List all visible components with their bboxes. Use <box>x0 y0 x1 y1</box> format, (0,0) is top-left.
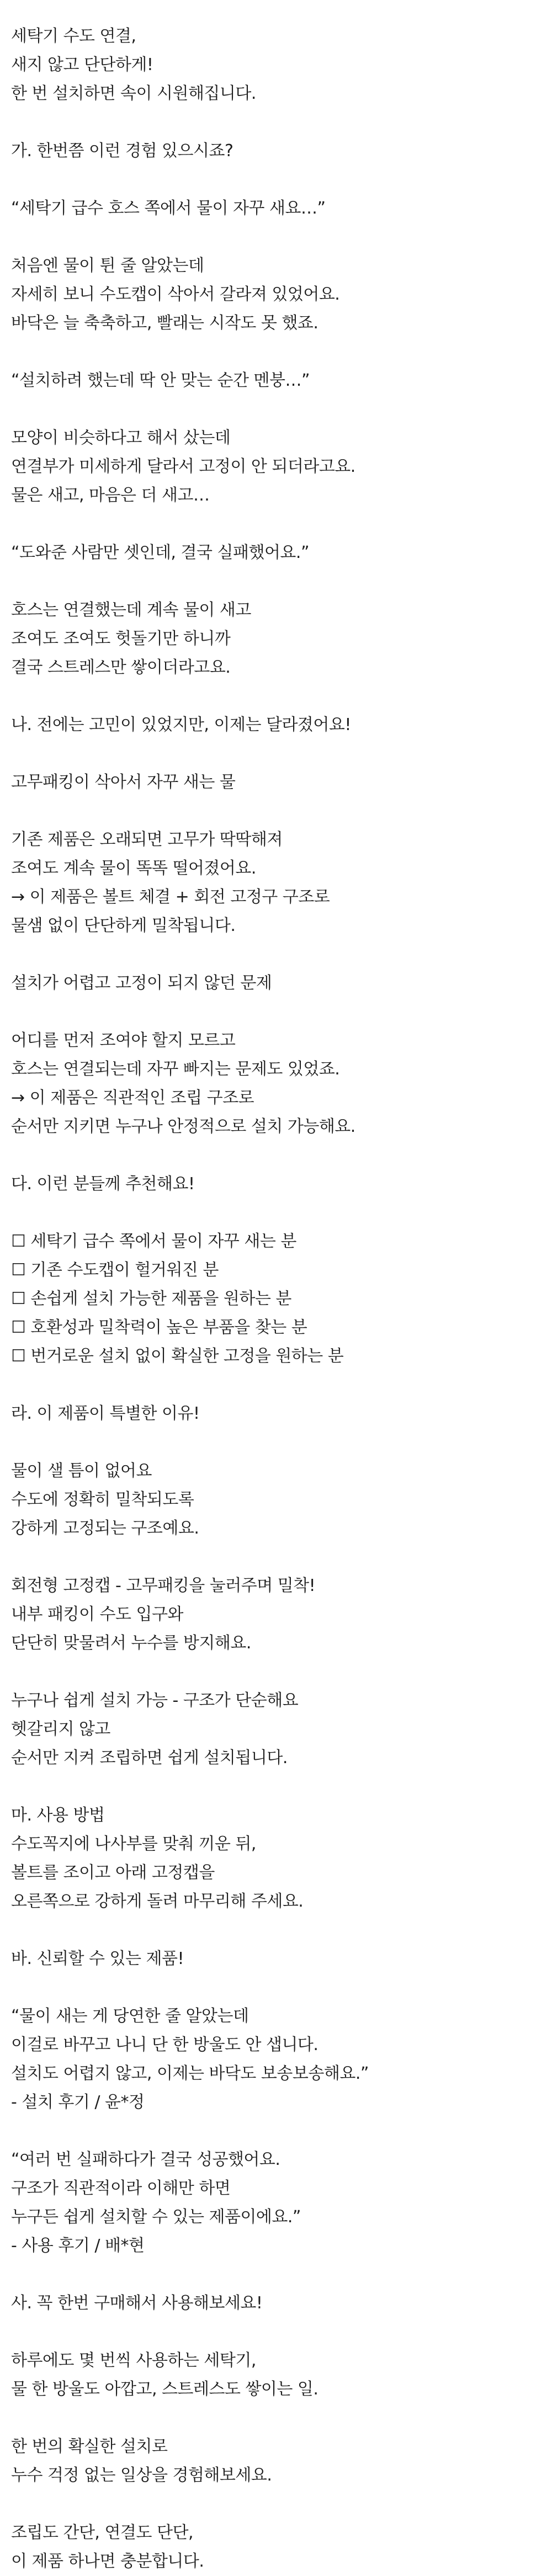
text-line: 설치도 어렵지 않고, 이제는 바닥도 보송보송해요.” <box>11 2064 369 2083</box>
blank-line <box>11 998 552 1026</box>
text-line: ☐ 호환성과 밀착력이 높은 부품을 찾는 분 <box>11 1318 307 1337</box>
blank-line <box>11 1199 552 1227</box>
text-line: 헷갈리지 않고 <box>11 1720 110 1739</box>
text-line: - 설치 후기 / 윤*정 <box>11 2093 145 2112</box>
text-line: 물샘 없이 단단하게 밀착됩니다. <box>11 916 236 935</box>
text-line: 내부 패킹이 수도 입구와 <box>11 1605 183 1624</box>
text-line: 라. 이 제품이 특별한 이유! <box>11 1404 200 1423</box>
text-line: 연결부가 미세하게 달라서 고정이 안 되더라고요. <box>11 457 355 476</box>
text-line: 사. 꼭 한번 구매해서 사용해보세요! <box>11 2293 263 2313</box>
text-line: “여러 번 실패하다가 결국 성공했어요. <box>11 2150 280 2169</box>
text-line: 강하게 고정되는 구조예요. <box>11 1519 199 1538</box>
blank-line <box>11 395 552 424</box>
text-line: 호스는 연결되는데 자꾸 빠지는 문제도 있었죠. <box>11 1060 340 1079</box>
blank-line <box>11 2318 552 2346</box>
blank-line <box>11 2490 552 2519</box>
text-line: 마. 사용 방법 <box>11 1806 105 1825</box>
text-line: 바닥은 늘 축축하고, 빨래는 시작도 못 했죠. <box>11 313 319 333</box>
text-line: 물은 새고, 마음은 더 새고… <box>11 486 210 505</box>
blank-line <box>11 2260 552 2289</box>
text-line: ☐ 기존 수도캡이 헐거워진 분 <box>11 1260 219 1280</box>
text-line: 어디를 먼저 조여야 할지 모르고 <box>11 1031 236 1050</box>
text-line: → 이 제품은 직관적인 조립 구조로 <box>11 1088 254 1108</box>
blank-line <box>11 1141 552 1170</box>
text-line: “물이 새는 게 당연한 줄 알았는데 <box>11 2006 249 2026</box>
blank-line <box>11 2117 552 2146</box>
text-line: 기존 제품은 오래되면 고무가 딱딱해져 <box>11 830 283 849</box>
text-line: 바. 신뢰할 수 있는 제품! <box>11 1949 184 1968</box>
blank-line <box>11 1371 552 1399</box>
text-line: 가. 한번쯤 이런 경험 있으시죠? <box>11 141 233 161</box>
text-line: 호스는 연결했는데 계속 물이 새고 <box>11 600 251 620</box>
text-line: 순서만 지키면 누구나 안정적으로 설치 가능해요. <box>11 1117 355 1136</box>
text-line: 물 한 방울도 아깝고, 스트레스도 쌓이는 일. <box>11 2380 319 2399</box>
text-line: 물이 샐 틈이 없어요 <box>11 1461 152 1481</box>
text-line: 조여도 조여도 헛돌기만 하니까 <box>11 629 231 648</box>
blank-line <box>11 1973 552 2002</box>
text-line: “설치하려 했는데 딱 안 맞는 순간 멘붕…” <box>11 371 310 390</box>
text-line: 다. 이런 분들께 추천해요! <box>11 1174 195 1194</box>
text-line: 처음엔 물이 튄 줄 알았는데 <box>11 256 204 275</box>
text-line: 순서만 지켜 조립하면 쉽게 설치됩니다. <box>11 1748 288 1768</box>
text-line: ☐ 세탁기 급수 쪽에서 물이 자꾸 새는 분 <box>11 1232 296 1251</box>
text-line: 누수 걱정 없는 일상을 경험해보세요. <box>11 2466 272 2485</box>
text-line: “세탁기 급수 호스 쪽에서 물이 자꾸 새요…” <box>11 199 326 218</box>
text-line: 새지 않고 단단하게! <box>11 55 153 74</box>
text-line: - 사용 후기 / 배*현 <box>11 2236 145 2255</box>
text-line: 수도꼭지에 나사부를 맞춰 끼운 뒤, <box>11 1834 256 1854</box>
text-line: 결국 스트레스만 쌓이더라고요. <box>11 658 231 677</box>
blank-line <box>11 567 552 596</box>
text-line: ☐ 번거로운 설치 없이 확실한 고정을 원하는 분 <box>11 1346 344 1366</box>
blank-line <box>11 1428 552 1457</box>
text-line: 이 제품 하나면 충분합니다. <box>11 2552 204 2571</box>
text-line: 회전형 고정캡 - 고무패킹을 눌러주며 밀착! <box>11 1576 316 1595</box>
text-line: 오른쪽으로 강하게 돌려 마무리해 주세요. <box>11 1892 304 1911</box>
text-line: 하루에도 몇 번씩 사용하는 세탁기, <box>11 2351 256 2370</box>
text-line: → 이 제품은 볼트 체결 + 회전 고정구 구조로 <box>11 887 330 907</box>
text-line: 수도에 정확히 밀착되도록 <box>11 1490 194 1509</box>
text-line: 이걸로 바꾸고 나니 단 한 방울도 안 샙니다. <box>11 2035 319 2055</box>
blank-line <box>11 682 552 711</box>
blank-line <box>11 1543 552 1572</box>
blank-line <box>11 223 552 252</box>
text-line: 나. 전에는 고민이 있었지만, 이제는 달라졌어요! <box>11 715 351 735</box>
text-line: 조립도 간단, 연결도 단단, <box>11 2523 193 2542</box>
text-line: “도와준 사람만 셋인데, 결국 실패했어요.” <box>11 543 309 562</box>
text-line: ☐ 손쉽게 설치 가능한 제품을 원하는 분 <box>11 1289 291 1308</box>
text-line: 세탁기 수도 연결, <box>11 26 136 46</box>
blank-line <box>11 797 552 826</box>
text-line: 한 번의 확실한 설치로 <box>11 2437 168 2456</box>
blank-line <box>11 1773 552 1801</box>
text-line: 자세히 보니 수도캡이 삭아서 갈라져 있었어요. <box>11 285 340 304</box>
blank-line <box>11 166 552 194</box>
text-line: 구조가 직관적이라 이해만 하면 <box>11 2179 231 2198</box>
text-line: 누구든 쉽게 설치할 수 있는 제품이에요.” <box>11 2207 301 2227</box>
blank-line <box>11 1916 552 1945</box>
text-line: 누구나 쉽게 설치 가능 - 구조가 단순해요 <box>11 1691 299 1710</box>
text-line: 모양이 비슷하다고 해서 샀는데 <box>11 428 231 448</box>
text-line: 조여도 계속 물이 똑똑 떨어졌어요. <box>11 859 256 878</box>
text-line: 한 번 설치하면 속이 시원해집니다. <box>11 84 256 103</box>
text-line: 설치가 어렵고 고정이 되지 않던 문제 <box>11 973 272 993</box>
blank-line <box>11 940 552 969</box>
text-line: 고무패킹이 삭아서 자꾸 새는 물 <box>11 773 236 792</box>
blank-line <box>11 510 552 539</box>
blank-line <box>11 739 552 768</box>
blank-line <box>11 108 552 137</box>
blank-line <box>11 338 552 366</box>
text-line: 단단히 맞물려서 누수를 방지해요. <box>11 1633 251 1653</box>
text-line: 볼트를 조이고 아래 고정캡을 <box>11 1863 215 1882</box>
blank-line <box>11 1658 552 1686</box>
blank-line <box>11 2404 552 2433</box>
